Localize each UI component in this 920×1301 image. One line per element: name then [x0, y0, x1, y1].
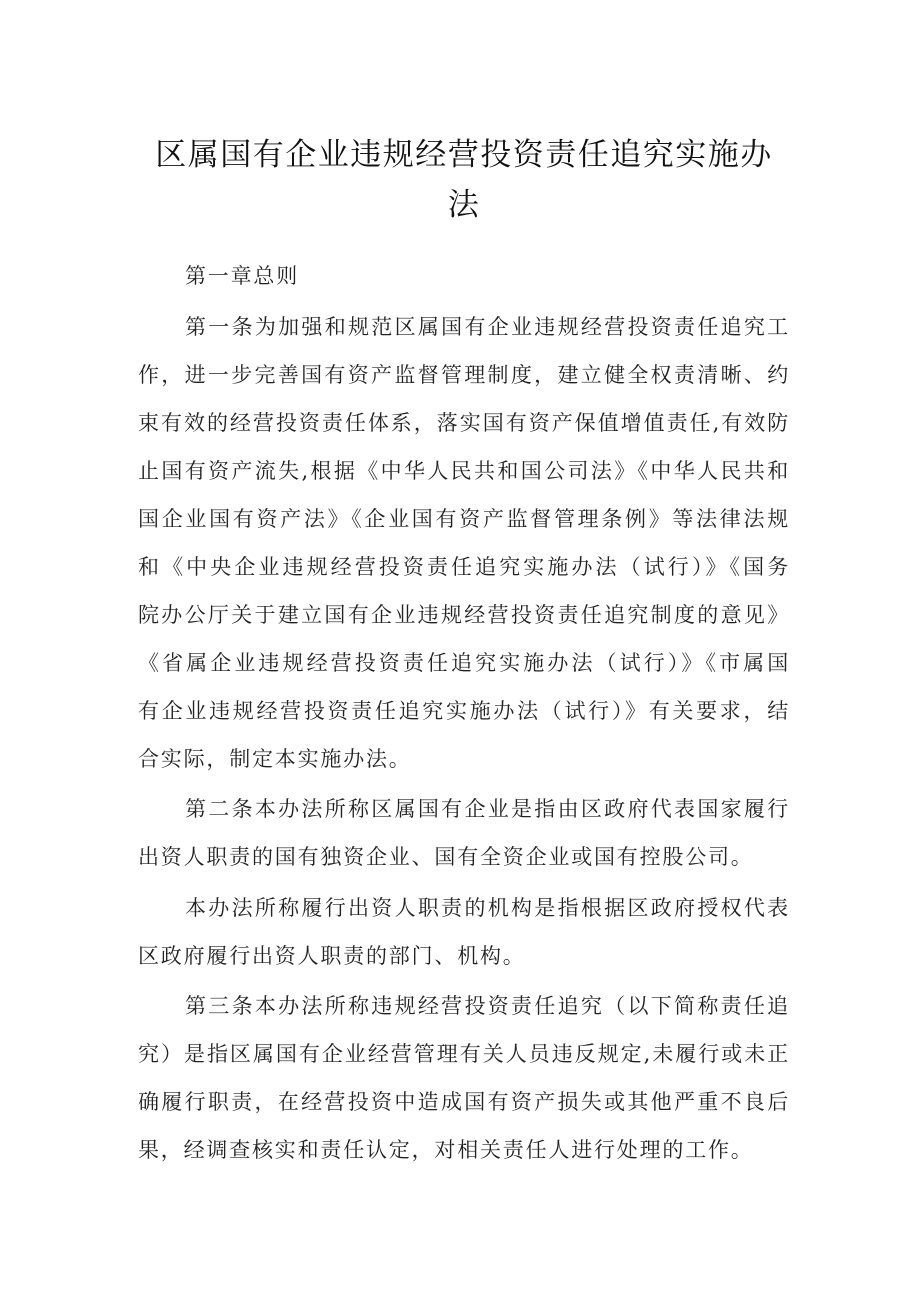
paragraph-line: 《省属企业违规经营投资责任追究实施办法（试行）》《市属国	[138, 650, 790, 675]
paragraph-line: 院办公厅关于建立国有企业违规经营投资责任追究制度的意见》	[138, 602, 790, 627]
paragraph-article-2	[138, 785, 790, 881]
paragraph-line: 束有效的经营投资责任体系，落实国有资产保值增值责任,有效防	[138, 410, 790, 435]
document-title	[138, 130, 790, 230]
title-line: 区属国有企业违规经营投资责任追究实施办	[155, 137, 773, 173]
document-body	[138, 252, 790, 1174]
paragraph-line: 果，经调查核实和责任认定，对相关责任人进行处理的工作。	[138, 1138, 754, 1162]
paragraph-line: 出资人职责的国有独资企业、国有全资企业或国有控股公司。	[138, 845, 754, 869]
paragraph-line: 第三条本办法所称违规经营投资责任追究（以下简称责任追	[185, 994, 790, 1018]
paragraph-line: 第一条为加强和规范区属国有企业违规经营投资责任追究工	[185, 314, 790, 339]
paragraph-line: 止国有资产流失,根据《中华人民共和国公司法》《中华人民共和	[138, 458, 790, 483]
document-page	[138, 130, 790, 1177]
paragraph-line: 区政府履行出资人职责的部门、机构。	[138, 943, 526, 968]
chapter-heading: 第一章总则	[185, 264, 299, 288]
paragraph-line: 和《中央企业违规经营投资责任追究实施办法（试行）》《国务	[138, 554, 790, 579]
paragraph-line: 本办法所称履行出资人职责的机构是指根据区政府授权代表	[185, 895, 790, 920]
chapter-heading-block	[138, 252, 790, 300]
paragraph-line: 第二条本办法所称区属国有企业是指由区政府代表国家履行	[185, 797, 790, 821]
paragraph-line: 究）是指区属国有企业经营管理有关人员违反规定,未履行或未正	[138, 1042, 790, 1066]
paragraph-article-2-clause-2	[138, 884, 790, 980]
paragraph-line: 作，进一步完善国有资产监督管理制度，建立健全权责清晰、约	[138, 362, 790, 387]
paragraph-line: 国企业国有资产法》《企业国有资产监督管理条例》等法律法规	[138, 506, 790, 531]
paragraph-line: 确履行职责，在经营投资中造成国有资产损失或其他严重不良后	[138, 1090, 790, 1114]
paragraph-article-3	[138, 982, 790, 1174]
title-line: 法	[447, 187, 481, 223]
paragraph-line: 合实际，制定本实施办法。	[138, 746, 412, 771]
paragraph-article-1	[138, 303, 790, 783]
paragraph-line: 有企业违规经营投资责任追究实施办法（试行）》有关要求，结	[138, 698, 790, 723]
